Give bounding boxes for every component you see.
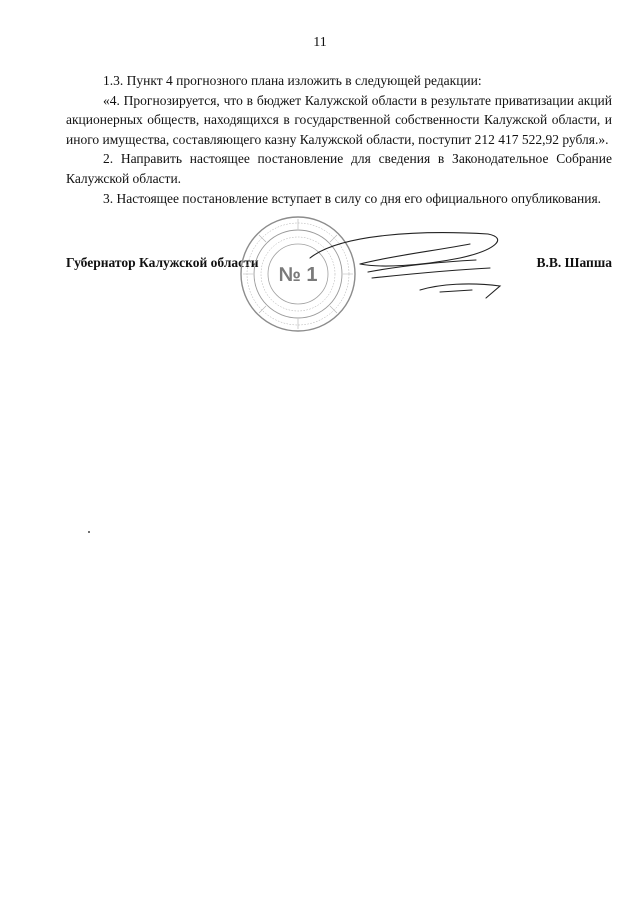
paragraph-3: 3. Настоящее постановление вступает в силу со дня его официального опубликования.: [103, 190, 602, 206]
seal-number: № 1: [278, 264, 318, 286]
stray-mark: [88, 531, 90, 533]
signer-title: Губернатор Калужской области: [66, 255, 259, 270]
paragraph-2: 2. Направить настоящее постановление для сведения в Законодательное Собрание Калужской области.: [66, 151, 612, 186]
page-number: 11: [313, 35, 327, 50]
paragraph-1-3: 1.3. Пункт 4 прогнозного плана изложить в следующей редакции:: [103, 73, 482, 88]
document-body: [66, 71, 612, 208]
handwritten-signature: [300, 220, 510, 310]
signer-name: В.В. Шапша: [536, 255, 612, 270]
paragraph-quote-4: «4. Прогнозируется, что в бюджет Калужской области в результате приватизации акций акционерных обществ, находящихся в государственной собственности Калужской области, и иного имущества, составляющего казну Калужской области, поступит 212 417 522,92 рубля.».: [66, 92, 612, 147]
